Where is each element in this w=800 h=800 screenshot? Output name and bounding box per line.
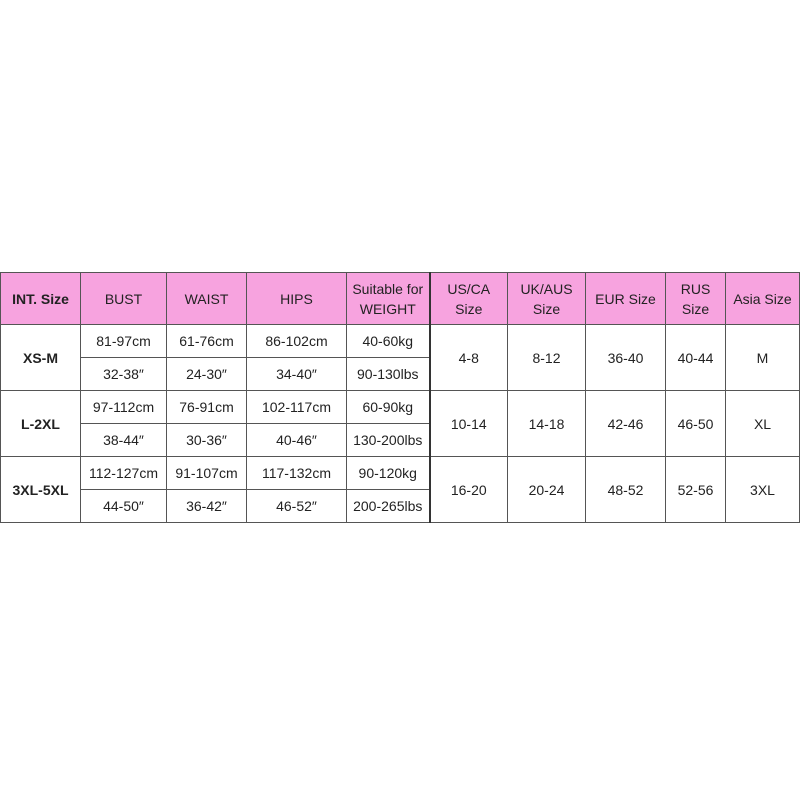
hips-in-cell: 46-52″ xyxy=(247,490,347,523)
hips-cm-cell: 102-117cm xyxy=(247,391,347,424)
rus-cell: 52-56 xyxy=(666,457,726,523)
waist-in-cell: 36-42″ xyxy=(167,490,247,523)
size-chart-table xyxy=(0,272,800,523)
header-eur: EUR Size xyxy=(586,273,666,325)
header-weight xyxy=(347,273,430,325)
waist-in-cell: 30-36″ xyxy=(167,424,247,457)
int-size-cell: L-2XL xyxy=(1,391,81,457)
hips-in-cell: 40-46″ xyxy=(247,424,347,457)
header-weight-line1: Suitable for xyxy=(352,280,424,297)
header-ukaus-line2: Size xyxy=(532,300,561,317)
bust-in-cell: 44-50″ xyxy=(81,490,167,523)
table-row xyxy=(1,457,800,490)
header-rus xyxy=(666,273,726,325)
header-waist: WAIST xyxy=(167,273,247,325)
weight-kg-cell: 40-60kg xyxy=(347,325,430,358)
rus-cell: 46-50 xyxy=(666,391,726,457)
weight-lbs-cell: 90-130lbs xyxy=(347,358,430,391)
usca-cell: 10-14 xyxy=(430,391,508,457)
header-bust: BUST xyxy=(81,273,167,325)
waist-cm-cell: 76-91cm xyxy=(167,391,247,424)
ukaus-cell: 8-12 xyxy=(508,325,586,391)
hips-cm-cell: 117-132cm xyxy=(247,457,347,490)
header-ukaus xyxy=(508,273,586,325)
int-size-cell: XS-M xyxy=(1,325,81,391)
usca-cell: 16-20 xyxy=(430,457,508,523)
weight-lbs-cell: 200-265lbs xyxy=(347,490,430,523)
header-asia: Asia Size xyxy=(726,273,800,325)
header-usca xyxy=(430,273,508,325)
table-row xyxy=(1,325,800,358)
hips-cm-cell: 86-102cm xyxy=(247,325,347,358)
bust-cm-cell: 81-97cm xyxy=(81,325,167,358)
ukaus-cell: 20-24 xyxy=(508,457,586,523)
header-usca-line2: Size xyxy=(455,300,483,317)
header-weight-line2: WEIGHT xyxy=(359,300,416,317)
header-row xyxy=(1,273,800,325)
weight-lbs-cell: 130-200lbs xyxy=(347,424,430,457)
waist-in-cell: 24-30″ xyxy=(167,358,247,391)
int-size-cell: 3XL-5XL xyxy=(1,457,81,523)
waist-cm-cell: 91-107cm xyxy=(167,457,247,490)
table-row xyxy=(1,391,800,424)
header-hips: HIPS xyxy=(247,273,347,325)
weight-kg-cell: 60-90kg xyxy=(347,391,430,424)
bust-in-cell: 38-44″ xyxy=(81,424,167,457)
header-ukaus-line1: UK/AUS xyxy=(520,280,573,297)
header-rus-line1: RUS xyxy=(680,280,711,297)
rus-cell: 40-44 xyxy=(666,325,726,391)
bust-cm-cell: 112-127cm xyxy=(81,457,167,490)
eur-cell: 36-40 xyxy=(586,325,666,391)
header-int-size: INT. Size xyxy=(1,273,81,325)
weight-kg-cell: 90-120kg xyxy=(347,457,430,490)
asia-cell: M xyxy=(726,325,800,391)
eur-cell: 48-52 xyxy=(586,457,666,523)
hips-in-cell: 34-40″ xyxy=(247,358,347,391)
ukaus-cell: 14-18 xyxy=(508,391,586,457)
usca-cell: 4-8 xyxy=(430,325,508,391)
eur-cell: 42-46 xyxy=(586,391,666,457)
asia-cell: XL xyxy=(726,391,800,457)
header-rus-line2: Size xyxy=(681,300,710,317)
waist-cm-cell: 61-76cm xyxy=(167,325,247,358)
bust-cm-cell: 97-112cm xyxy=(81,391,167,424)
header-usca-line1: US/CA xyxy=(447,280,491,297)
asia-cell: 3XL xyxy=(726,457,800,523)
bust-in-cell: 32-38″ xyxy=(81,358,167,391)
